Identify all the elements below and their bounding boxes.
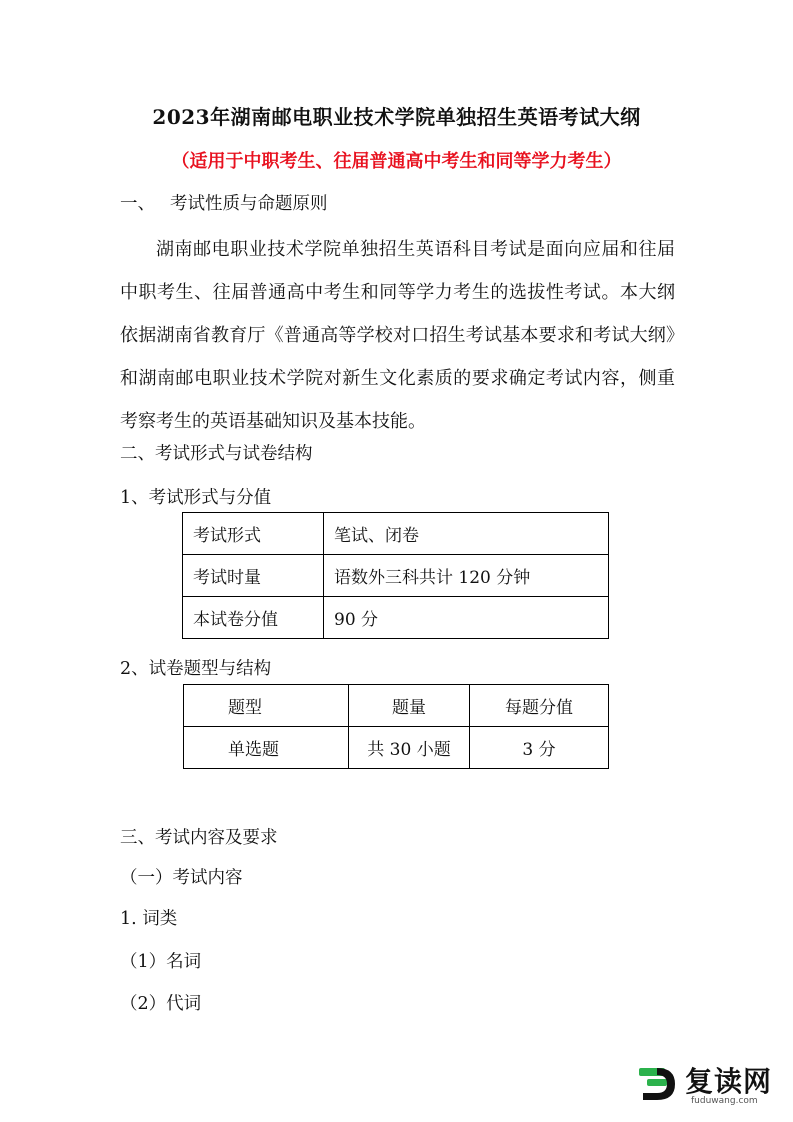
table-header-cell: 每题分值 bbox=[470, 685, 609, 727]
exam-format-table bbox=[182, 512, 609, 639]
watermark-name: 复读网 bbox=[685, 1065, 773, 1098]
table-row bbox=[183, 555, 609, 597]
question-structure-table bbox=[183, 684, 609, 769]
intro-paragraph: 湖南邮电职业技术学院单独招生英语科目考试是面向应届和往届中职考生、往届普通高中考生和同等学力考生的选拔性考试。本大纲依据湖南省教育厅《普通高等学校对口招生考试基本要求和考试大纲》和湖南邮电职业技术学院对新生文化素质的要求确定考试内容，侧重考察考生的英语基础知识及基本技能。 bbox=[120, 239, 675, 432]
table-header-row bbox=[184, 685, 609, 727]
table-row bbox=[184, 727, 609, 769]
document-title: 2023年湖南邮电职业技术学院单独招生英语考试大纲 bbox=[152, 105, 641, 129]
watermark-url: fuduwang.com bbox=[691, 1096, 758, 1106]
content-item: 1. 词类 bbox=[120, 909, 178, 929]
table-cell: 语数外三科共计 120 分钟 bbox=[324, 555, 609, 597]
table-cell: 3 分 bbox=[470, 727, 609, 769]
table-header-cell: 题量 bbox=[349, 685, 470, 727]
subsection-heading-3: （一）考试内容 bbox=[120, 868, 243, 888]
subsection-heading-1: 1、考试形式与分值 bbox=[120, 488, 272, 508]
section-heading-2: 二、考试形式与试卷结构 bbox=[120, 444, 313, 464]
table-row bbox=[183, 513, 609, 555]
table-cell: 考试形式 bbox=[183, 513, 324, 555]
section-heading-text: 考试性质与命题原则 bbox=[170, 194, 328, 214]
table-row bbox=[183, 597, 609, 639]
table-cell: 共 30 小题 bbox=[349, 727, 470, 769]
content-item: （1）名词 bbox=[120, 952, 202, 972]
table-cell: 考试时量 bbox=[183, 555, 324, 597]
table-header-cell: 题型 bbox=[184, 685, 349, 727]
subsection-heading-2: 2、试卷题型与结构 bbox=[120, 659, 272, 679]
section-heading-3: 三、考试内容及要求 bbox=[120, 828, 278, 848]
table-cell: 本试卷分值 bbox=[183, 597, 324, 639]
fuduwang-logo-icon bbox=[639, 1062, 677, 1102]
table-cell: 笔试、闭卷 bbox=[324, 513, 609, 555]
section-heading-1 bbox=[120, 190, 328, 215]
table-cell: 90 分 bbox=[324, 597, 609, 639]
section-number: 一、 bbox=[120, 194, 155, 214]
document-subtitle: （适用于中职考生、往届普通高中考生和同等学力考生） bbox=[171, 151, 622, 172]
table-cell: 单选题 bbox=[184, 727, 349, 769]
watermark-logo bbox=[629, 1054, 779, 1114]
content-item: （2）代词 bbox=[120, 994, 202, 1014]
